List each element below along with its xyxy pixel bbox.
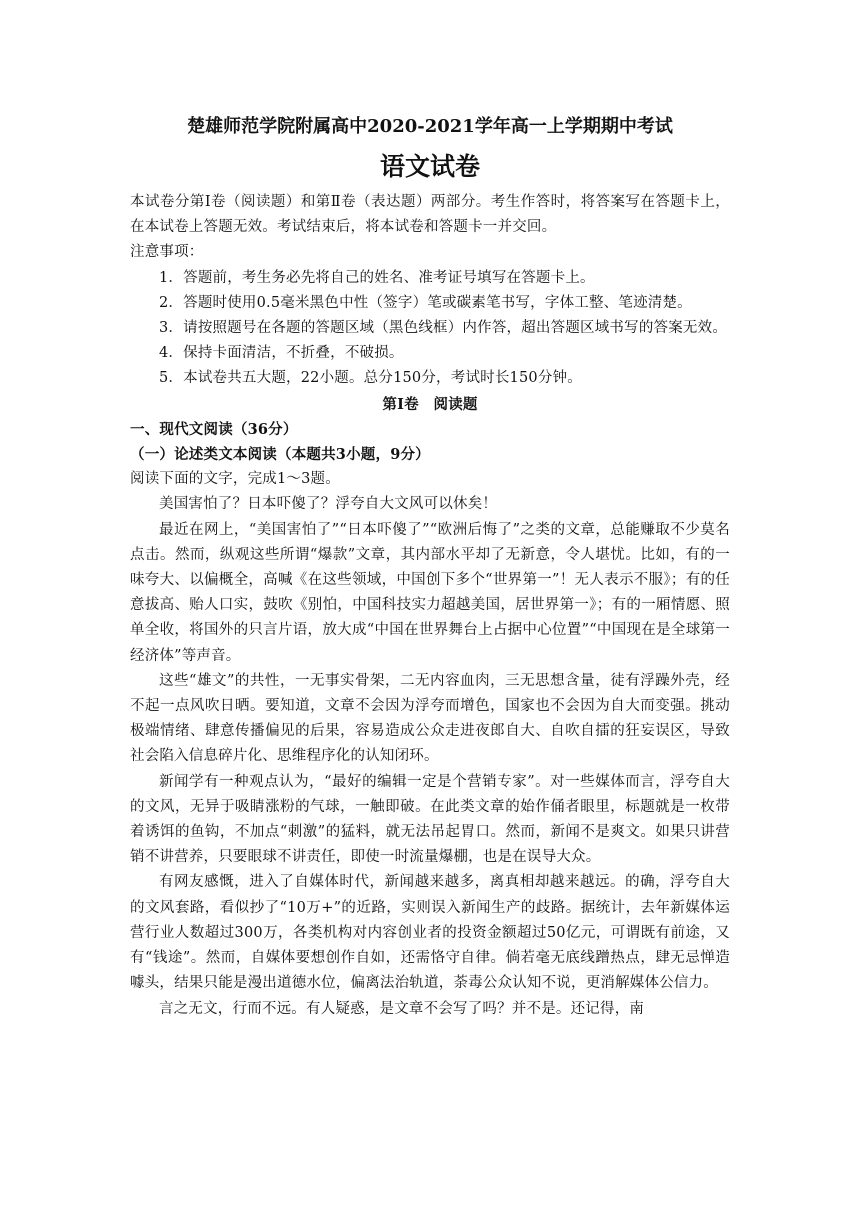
article-paragraph-2: 这些“雄文”的共性，一无事实骨架，二无内容血肉，三无思想含量，徒有浮躁外壳，经不起一点风吹日晒。要知道，文章不会因为浮夸而增色，国家也不会因为自大而变强。挑动极端情绪、肆意传播偏见的后果，容易造成公众走进夜郎自大、自吹自擂的狂妄误区，导致社会陷入信息碎片化、思维程序化的认知闭环。 [130,672,730,765]
exam-page [130,112,730,1022]
article-title: 美国害怕了？日本吓傻了？浮夸自大文风可以休矣！ [159,496,498,513]
note-item-3: 3．请按照题号在各题的答题区域（黑色线框）内作答，超出答题区域书写的答案无效。 [159,320,728,337]
volume-heading: 第Ⅰ卷 阅读题 [382,395,478,413]
note-item-2: 2．答题时使用0.5毫米黑色中性（签字）笔或碳素笔书写，字体工整、笔迹清楚。 [159,294,692,311]
article-paragraph-5: 言之无文，行而不远。有人疑惑，是文章不会写了吗？并不是。还记得，南 [159,1000,645,1017]
article-paragraph-3: 新闻学有一种观点认为，“最好的编辑一定是个营销专家”。对一些媒体而言，浮夸自大的文风，无异于吸睛涨粉的气球，一触即破。在此类文章的始作俑者眼里，标题就是一枚带着诱饵的鱼钩，不加点“刺激”的猛料，就无法吊起胃口。然而，新闻不是爽文。如果只讲营销不讲营养，只要眼球不讲责任，即使一时流量爆棚，也是在误导大众。 [130,773,730,866]
note-item-5: 5．本试卷共五大题，22小题。总分150分，考试时长150分钟。 [159,370,582,387]
note-item-4: 4．保持卡面清洁，不折叠，不破损。 [159,345,404,362]
part-heading: 一、现代文阅读（36分） [130,420,298,438]
intro-paragraph: 本试卷分第Ⅰ卷（阅读题）和第Ⅱ卷（表达题）两部分。考生作答时，将答案写在答题卡上，在本试卷上答题无效。考试结束后，将本试卷和答题卡一并交回。 [130,194,730,236]
article-paragraph-4: 有网友感慨，进入了自媒体时代，新闻越来越多，离真相却越来越远。的确，浮夸自大的文风套路，看似抄了“10万+”的近路，实则误入新闻生产的歧路。据统计，去年新媒体运营行业人数超过300万，各类机构对内容创业者的投资金额超过50亿元，可谓既有前途，又有“钱途”。然而，自媒体要想创作自如，还需恪守自律。倘若毫无底线蹭热点，肆无忌惮造噱头，结果只能是漫出道德水位，偏离法治轨道，荼毒公众认知不说，更消解媒体公信力。 [130,874,730,992]
exam-subtitle: 语文试卷 [379,152,480,181]
reading-instruction: 阅读下面的文字，完成1～3题。 [130,471,340,488]
article-paragraph-1: 最近在网上，“美国害怕了”“日本吓傻了”“欧洲后悔了”之类的文章，总能赚取不少莫名点击。然而，纵观这些所谓“爆款”文章，其内部水平却了无新意，令人堪忧。比如，有的一味夸大、以偏概全，高喊《在这些领域，中国创下多个“世界第一”！无人表示不服》；有的任意拔高、贻人口实，鼓吹《别怕，中国科技实力超越美国，居世界第一》；有的一厢情愿、照单全收，将国外的只言片语，放大成“中国在世界舞台上占据中心位置”“中国现在是全球第一经济体”等声音。 [130,521,730,664]
exam-title: 楚雄师范学院附属高中2020-2021学年高一上学期期中考试 [187,116,673,137]
notes-heading: 注意事项： [130,244,204,261]
article [130,492,730,1021]
note-item-1: 1．答题前，考生务必先将自己的姓名、准考证号填写在答题卡上。 [159,269,595,286]
sub-heading: （一）论述类文本阅读（本题共3小题，9分） [130,446,430,464]
